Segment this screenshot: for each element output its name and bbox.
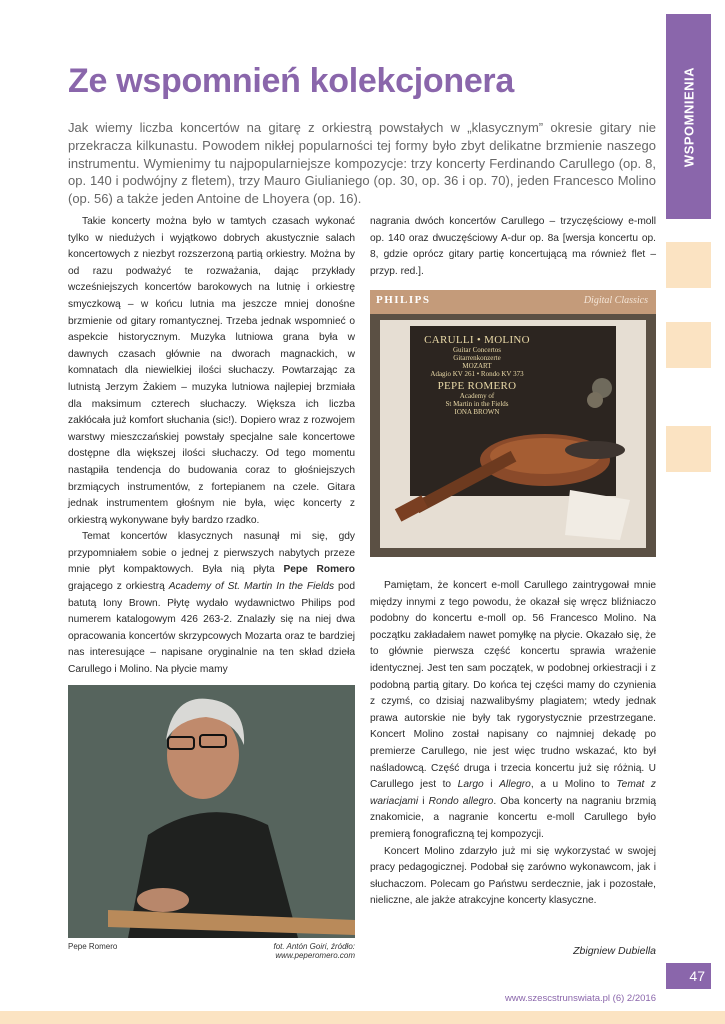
section-tab-label: WSPOMNIENIA: [681, 66, 696, 167]
cover-series-text: Digital Classics: [583, 295, 648, 306]
photo-caption: Pepe Romero: [68, 942, 118, 951]
paragraph: Koncert Molino zdarzyło już mi się wykorzystać w swojej pracy pedagogicznej. Podobał się zarówno wykonawcom, jak i słuchaczom. Polecam go Państwu serdecznie, jak i pozostałe, nieliczne, ale jakże atrakcyjne koncerty klasyczne.: [370, 845, 656, 907]
guitar-illustration: [370, 290, 656, 557]
footer-bar: [0, 1011, 725, 1024]
article-lead: Jak wiemy liczba koncertów na gitarę z orkiestrą powstałych w „klasycznym” okresie gitary nie przekracza kilkunastu. Powodem nikłej popularności tej formy było zbyt delikatne brzmienie naszego instrumentu. Wymienimy tu najpopularniejsze kompozycje: trzy koncerty Ferdinando Carullego (op. 8, op. 140 i podwójny z fletem), trzy Mauro Giulianiego (op. 30, op. 36 i op. 70), jeden Francesco Molino (op. 56) a także jeden Antoine de Lhoyera (op. 16).: [68, 120, 656, 207]
portrait-illustration: [68, 685, 355, 938]
album-cover-image: [370, 290, 656, 557]
column-right-bottom: [370, 578, 656, 910]
article-author: Zbigniew Dubiella: [573, 945, 656, 957]
side-decoration-block: [666, 242, 711, 288]
page-number: 47: [666, 963, 711, 989]
side-decoration-block: [666, 426, 711, 472]
paragraph: Takie koncerty można było w tamtych czasach wykonać tylko w niedużych i wyjątkowo dobrych akustycznie salach koncertowych z niezbyt rozszerzoną partią orkiestry. Można by od razu podważyć te rozważania, dając przykłady wcześniejszych koncertów barokowych na lutnię i orkiestrę smyczkową – w końcu lutnia ma jeszcze mniej donośne brzmienie od gitary romantycznej. Trzeba jednak wspomnieć o aspekcie historycznym. Muzyka lutniowa grana była w dawnych czasach głównie na dworach magnackich, w komnatach dla niewielkiej ilości słuchaczy. Powtarzając za lutnistą Jerzym Żakiem – muzyka lutniowa najlepiej brzmiała dla maksimum czterech słuchaczy. Większa ich liczba zakłócała już komfort słuchania (sic!). Dopiero wraz z rozwojem warstwy mieszczańskiej powstały specjalne sale koncertowe dostępne dla większej ilości słuchaczy. Od tego momentu nastąpiła tendencja do budowania coraz to głośniejszych brzmiących instrumentów, z fortepianem na czele. Gitara jednak instrumentem głośnym nie była, więc koncerty z orkiestrą wykonywane były bardzo rzadko.: [68, 216, 355, 526]
paragraph: Temat koncertów klasycznych nasunął mi się, gdy przypomniałem sobie o jednej z pierwszych nabytych przeze mnie płyt kompaktowych. Była nią płyta Pepe Romero grającego z orkiestrą Academy of St. Martin In the Fields pod batutą Iony Brown. Płytę wydało wydawnictwo Philips pod numerem katalogowym 426 263-2. Znalazły się na niej dwa opracowania koncertów skrzypcowych Mozarta oraz te bardziej nas interesujące – napisane oryginalnie na ten skład dzieła Carullego i Molino. Na płycie mamy: [68, 531, 356, 676]
footer-url: www.szescstrunswiata.pl (6) 2/2016: [504, 993, 656, 1004]
section-tab: [666, 14, 711, 219]
column-left: [68, 214, 355, 679]
column-right-top: [370, 214, 656, 280]
portrait-photo: [68, 685, 355, 938]
cover-title-block: CARULLI • MOLINO Guitar Concertos Gitarrenkonzerte MOZART Adagio KV 261 • Rondo KV 373 PEPE ROMERO Academy of St Martin in the Fields IONA BROWN: [424, 334, 530, 416]
philips-logo: PHILIPS: [376, 294, 431, 306]
paragraph: Pamiętam, że koncert e-moll Carullego zaintrygował mnie między innymi z tego powodu, że okazał się wręcz bliźniaczo podobny do koncertu e-moll op. 56 Francesco Molino. Na początku zakładałem nawet pomyłkę na płycie. Okazało się, że to głównie pierwsza część koncertu sprawia wrażenie identycznej. Jest ten sam początek, w podobnej orkiestracji i z podobną partią gitary. Do końca tej części mamy do czynienia z czymś, co dzisiaj nazwalibyśmy plagiatem; wtedy jednak prawa autorskie nie były tak rygorystycznie przestrzegane. Koncert Molino został napisany co najmniej dekadę po premierze Carullego, nie jest więc trudno wskazać, kto był naśladowcą. Część druga i trzecia koncertu już się różnią. U Carullego jest to Largo i Allegro, a u Molino to Temat z wariacjami i Rondo allegro. Oba koncerty na nagraniu brzmią znakomicie, a nagranie koncertu e-moll Carullego było premierą fonograficzną tej kompozycji.: [370, 580, 656, 840]
photo-credit: fot. Antón Goiri, źródło: www.peperomero.com: [273, 942, 355, 960]
paragraph: nagrania dwóch koncertów Carullego – trzyczęściowy e-moll op. 140 oraz dwuczęściowy A-dur op. 8a [wersja koncertu op. 8, gdzie oprócz gitary partię koncertującą ma również flet – przyp. red.].: [370, 216, 656, 277]
side-decoration-block: [666, 322, 711, 368]
article-title: Ze wspomnień kolekcjonera: [68, 62, 514, 100]
